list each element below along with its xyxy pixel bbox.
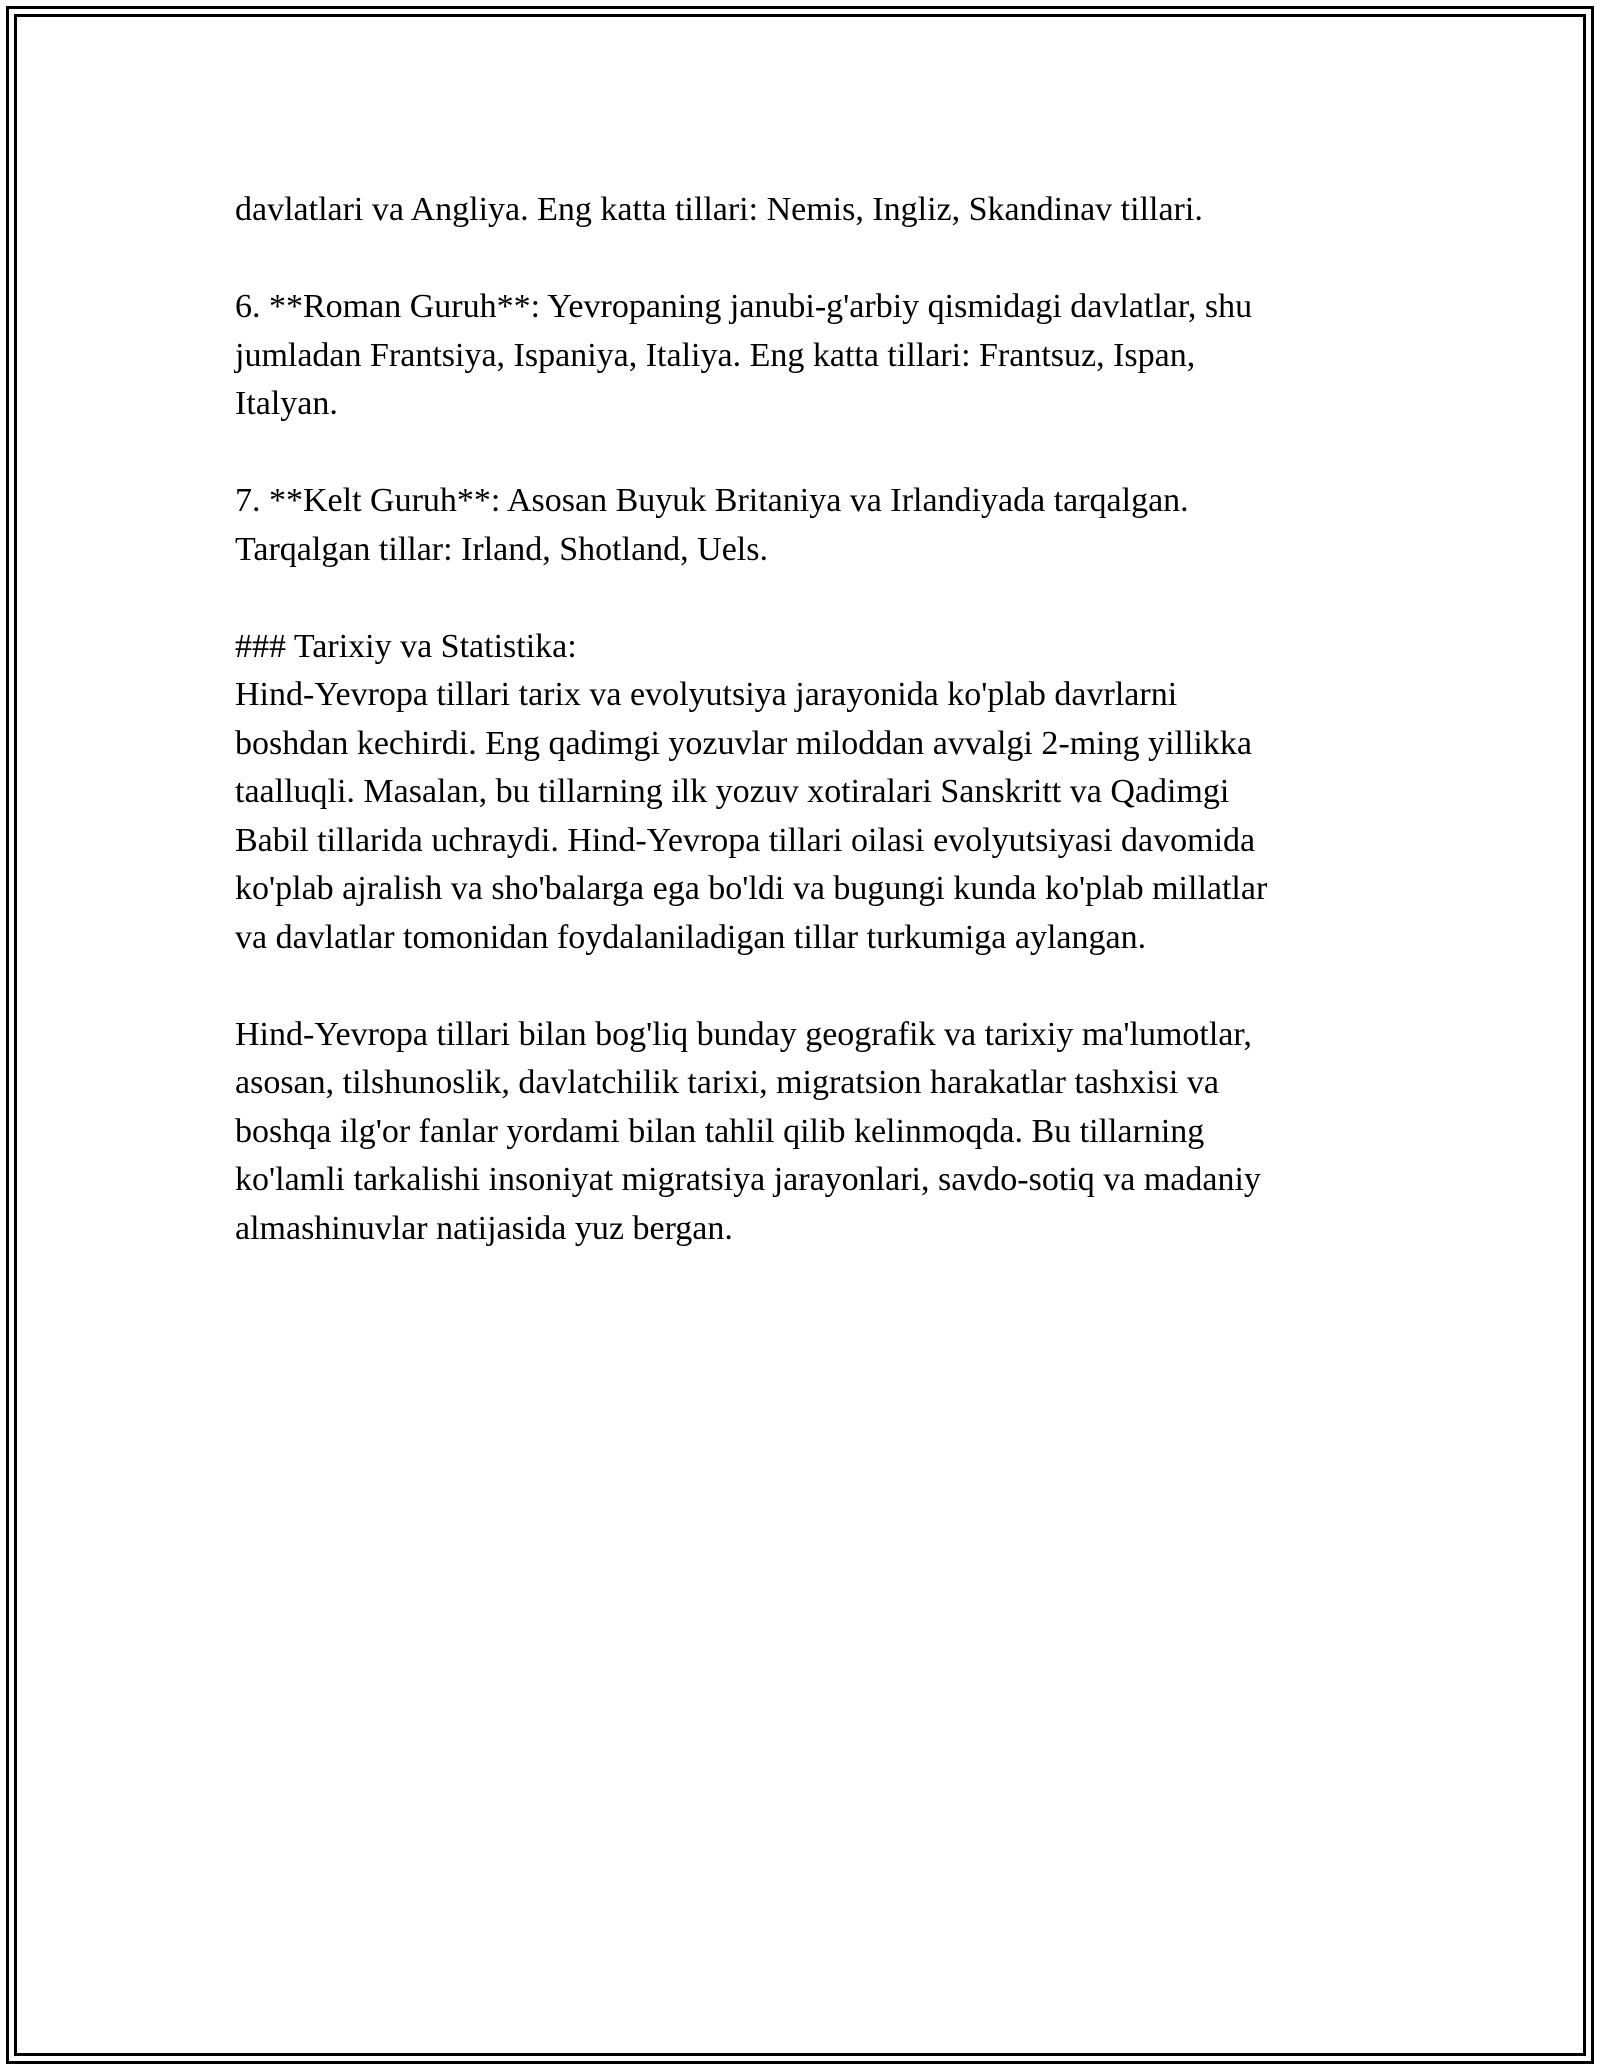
text-line: ko'lamli tarkalishi insoniyat migratsiya jarayonlari, savdo-sotiq va madaniy xyxy=(235,1161,1261,1198)
paragraph-celtic-group xyxy=(235,477,1385,574)
text-line: jumladan Frantsiya, Ispaniya, Italiya. Eng katta tillari: Frantsuz, Ispan, xyxy=(235,336,1196,374)
text-line: boshdan kechirdi. Eng qadimgi yozuvlar miloddan avvalgi 2-ming yillikka xyxy=(235,724,1252,762)
paragraph-history-statistics xyxy=(235,623,1385,963)
text-line: 7. **Kelt Guruh**: Asosan Buyuk Britaniya va Irlandiyada tarqalgan. xyxy=(235,482,1189,519)
text-line: Hind-Yevropa tillari tarix va evolyutsiya jarayonida ko'plab davrlarni xyxy=(235,676,1178,713)
text-line: Hind-Yevropa tillari bilan bog'liq bunday geografik va tarixiy ma'lumotlar, xyxy=(235,1015,1252,1053)
section-heading: ### Tarixiy va Statistika: xyxy=(235,627,577,665)
text-line: boshqa ilg'or fanlar yordami bilan tahlil qilib kelinmoqda. Bu tillarning xyxy=(235,1112,1205,1150)
document-body xyxy=(235,186,1385,1253)
text-line: Italyan. xyxy=(235,385,338,422)
text-line: asosan, tilshunoslik, davlatchilik tarixi, migratsion harakatlar tashxisi va xyxy=(235,1064,1219,1101)
text-line: Babil tillarida uchraydi. Hind-Yevropa tillari oilasi evolyutsiyasi davomida xyxy=(235,821,1256,859)
paragraph-germanic-continuation xyxy=(235,186,1385,235)
paragraph-conclusion xyxy=(235,1011,1385,1254)
text-line: davlatlari va Angliya. Eng katta tillari: Nemis, Ingliz, Skandinav tillari. xyxy=(235,191,1203,228)
text-line: ko'plab ajralish va sho'balarga ega bo'ldi va bugungi kunda ko'plab millatlar xyxy=(235,870,1268,907)
text-line: almashinuvlar natijasida yuz bergan. xyxy=(235,1209,733,1247)
text-line: va davlatlar tomonidan foydalaniladigan tillar turkumiga aylangan. xyxy=(235,918,1147,956)
text-line: taalluqli. Masalan, bu tillarning ilk yozuv xotiralari Sanskritt va Qadimgi xyxy=(235,773,1230,810)
paragraph-romance-group xyxy=(235,283,1385,429)
text-line: 6. **Roman Guruh**: Yevropaning janubi-g'arbiy qismidagi davlatlar, shu xyxy=(235,288,1253,325)
text-line: Tarqalgan tillar: Irland, Shotland, Uels. xyxy=(235,530,768,568)
